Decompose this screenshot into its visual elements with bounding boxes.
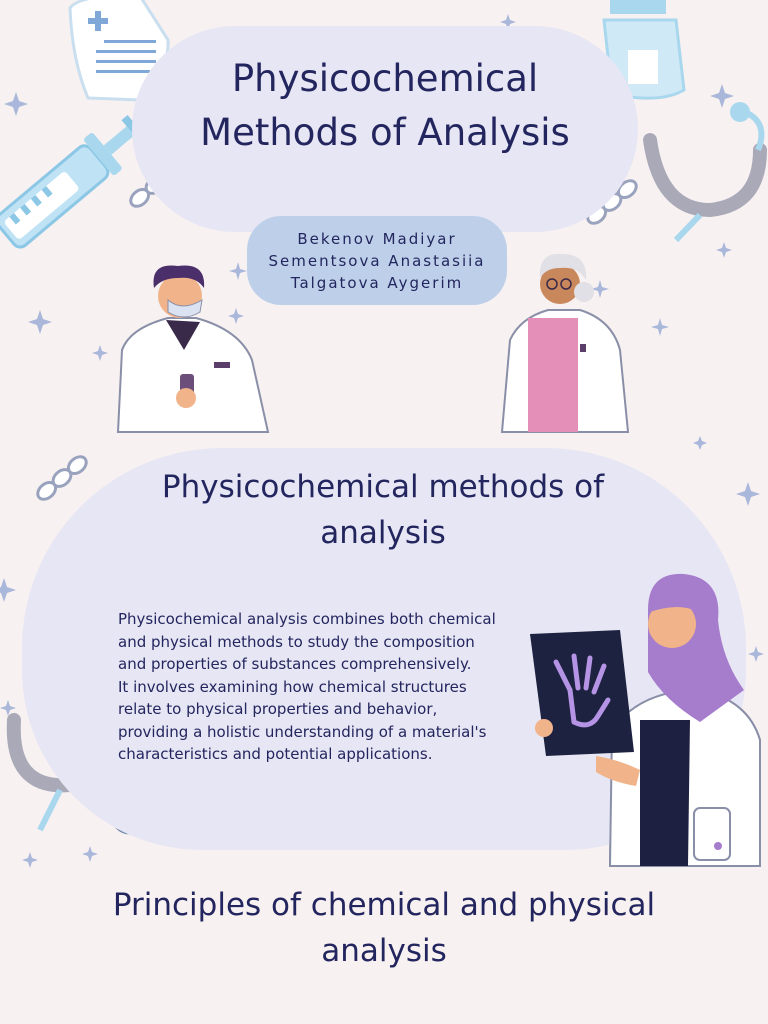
stethoscope-icon (650, 102, 761, 240)
body-line: It involves examining how chemical structures (118, 677, 467, 696)
principles-heading (60, 882, 708, 974)
author-name: Talgatova Aygerim (290, 273, 464, 292)
section-heading-line-2: analysis (320, 515, 446, 551)
page-title-line-2: Methods of Analysis (200, 111, 570, 154)
author-name: Bekenov Madiyar (297, 229, 457, 248)
body-line: and physical methods to study the composition (118, 632, 475, 651)
section-heading (110, 464, 656, 556)
page-title (132, 52, 638, 160)
body-line: characteristics and potential applications. (118, 745, 433, 763)
principles-heading-line-2: analysis (321, 933, 447, 969)
elderly-doctor (502, 254, 628, 432)
section-heading-line-1: Physicochemical methods of (161, 469, 605, 505)
body-line: relate to physical properties and behavior, (118, 700, 438, 718)
scientist-with-mask (118, 265, 268, 432)
principles-heading-line-1: Principles of chemical and physical (112, 887, 656, 923)
author-name: Sementsova Anastasiia (268, 251, 486, 270)
page-title-line-1: Physicochemical (231, 57, 539, 100)
body-line: providing a holistic understanding of a material's (118, 722, 487, 741)
syringe-icon (0, 107, 152, 253)
body-line: Physicochemical analysis combines both chemical (118, 610, 496, 628)
body-line: and properties of substances comprehensively. (118, 655, 472, 673)
section-body-text (118, 608, 538, 766)
authors-badge (247, 216, 507, 305)
